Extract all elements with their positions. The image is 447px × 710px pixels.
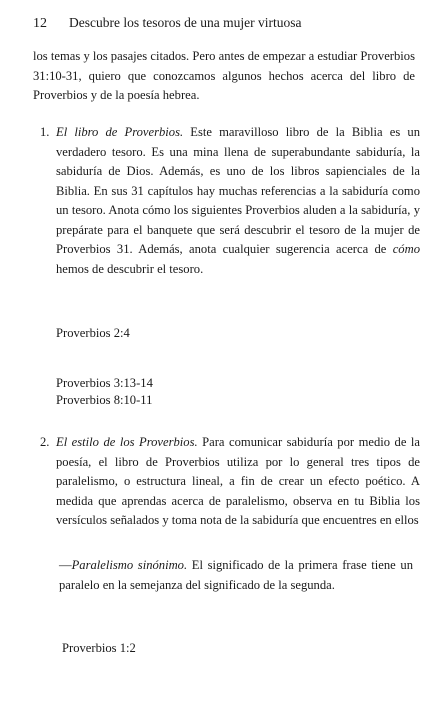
subsection-text: El significado de la primera frase tiene un paralelo en la semejanza del significado de la segunda. <box>59 558 413 592</box>
synonymous-parallelism-paragraph <box>59 555 413 595</box>
verse-reference-3: Proverbios 8:10-11 <box>56 393 153 407</box>
intro-paragraph: los temas y los pasajes citados. Pero antes de empezar a estudiar Proverbios 31:10-31, quiero que conozcamos algunos hechos acerca del libro de Proverbios y de la poesía hebrea. <box>33 49 415 102</box>
section-1 <box>40 123 420 279</box>
section-1-body <box>56 123 420 279</box>
section-2-number: 2. <box>40 435 50 449</box>
verse-reference-4: Proverbios 1:2 <box>62 641 136 655</box>
section-1-title: El libro de Proverbios. <box>56 125 184 139</box>
subsection-title: Paralelismo sinónimo. <box>71 558 188 572</box>
section-2-body <box>56 433 420 531</box>
section-1-text-end: hemos de descubrir el tesoro. <box>56 261 204 276</box>
verse-reference-2: Proverbios 3:13-14 <box>56 376 153 390</box>
page-number: 12 <box>33 16 47 31</box>
em-dash: — <box>59 558 72 572</box>
section-2-text: Para comunicar sabiduría por medio de la poesía, el libro de Proverbios utiliza por lo general tres tipos de paralelismo, o estructura lineal, a fin de crear un efecto poético. A medida que aprendas acerca de paralelismo, observa en tu Biblia los versículos señalados y toma nota de la sabiduría que encuentres en ellos <box>56 435 420 527</box>
section-2 <box>40 433 420 531</box>
running-head-title: Descubre los tesoros de una mujer virtuosa <box>69 15 302 30</box>
section-1-emphasis: cómo <box>392 242 420 256</box>
section-1-text: Este maravilloso libro de la Biblia es un verdadero tesoro. Es una mina llena de superabundante sabiduría, la sabiduría de Dios. Además, es uno de los libros sapienciales de la Biblia. En sus 31 capítulos hay muchas referencias a la sabiduría como un tesoro. Anota cómo los siguientes Proverbios aluden a la sabiduría, y prepárate para el banquete que será descubrir el tesoro de la mujer de Proverbios 31. Además, anota cualquier sugerencia acerca de <box>56 125 420 256</box>
verse-reference-1: Proverbios 2:4 <box>56 326 130 340</box>
running-head <box>33 14 433 32</box>
section-2-title: El estilo de los Proverbios. <box>56 435 198 449</box>
section-1-number: 1. <box>40 125 50 139</box>
